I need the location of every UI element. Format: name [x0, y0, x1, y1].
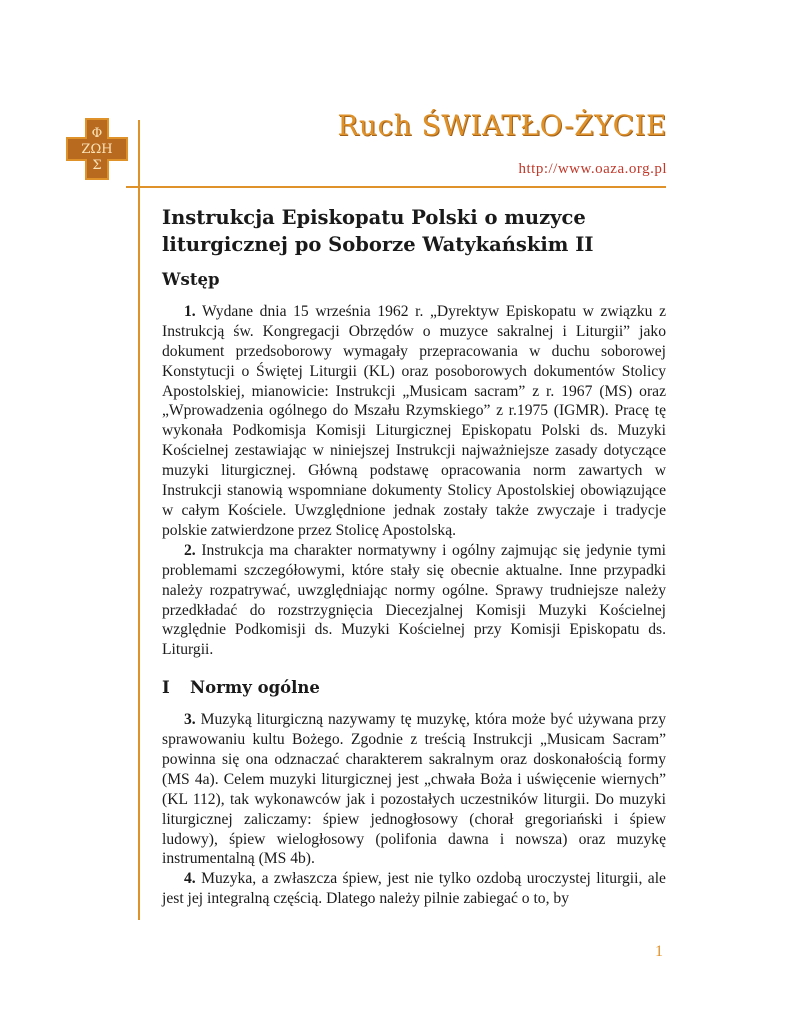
- section-heading-general-norms: [162, 678, 666, 698]
- paragraph: [162, 710, 666, 869]
- section-heading-text: Normy ogólne: [190, 678, 320, 698]
- paragraph-number: 3.: [184, 711, 196, 729]
- page-number: 1: [655, 943, 663, 960]
- document-body: [162, 204, 666, 909]
- paragraph-number: 2.: [184, 541, 196, 559]
- site-url-link[interactable]: http://www.oaza.org.pl: [518, 161, 667, 177]
- paragraph: [162, 869, 666, 909]
- paragraph: [162, 302, 666, 541]
- document-title: Instrukcja Episkopatu Polski o muzyce liturgicznej po Soborze Watykańskim II: [162, 206, 594, 256]
- paragraph-text: Muzyka, a zwłaszcza śpiew, jest nie tylko ozdobą uroczystej liturgii, ale jest jej integralną częścią. Dlatego należy pilnie zabiegać o to, by: [162, 870, 666, 908]
- section-number: I: [162, 678, 170, 698]
- header-rule-horizontal: [126, 186, 666, 188]
- paragraph-number: 1.: [184, 302, 196, 320]
- svg-text:Σ: Σ: [92, 158, 102, 173]
- paragraph-text: Wydane dnia 15 września 1962 r. „Dyrektyw Episkopatu w związku z Instrukcją św. Kongregacji Obrzędów o muzyce sakralnej i Liturgii” jako dokument przedsoborowy wymagały przepracowania w duchu soborowej Konstytucji o Świętej Liturgii (KL) oraz posoborowych dokumentów Stolicy Apostolskiej, mianowicie: Instrukcji „Musicam sacram” z r. 1967 (MS) oraz „Wprowadzenia ogólnego do Mszału Rzymskiego” z r.1975 (IGMR). Pracę tę wykonała Podkomisja Komisji Liturgicznej Episkopatu Polski ds. Muzyki Kościelnej zestawiając w niniejszej Instrukcji najważniejsze zasady dotyczące muzyki liturgicznej. Główną podstawę opracowania norm zawartych w Instrukcji stanowią wspomniane dokumenty Stolicy Apostolskiej obowiązujące w całym Kościele. Uwzględnione jednak zostały także zwyczaje i tradycje polskie zatwierdzone przez Stolicę Apostolską.: [162, 302, 666, 539]
- zoe-cross-logo-icon: [66, 118, 128, 180]
- svg-text:Φ: Φ: [91, 126, 103, 141]
- paragraph-text: Muzyką liturgiczną nazywamy tę muzykę, która może być używana przy sprawowaniu kultu Bożego. Zgodnie z treścią Instrukcji „Musicam Sacram” powinna się ona odznaczać charakterem sakralnym oraz doskonałością formy (MS 4a). Celem muzyki liturgicznej jest „chwała Boża i uświęcenie wiernych” (KL 112), tak wykonawców jak i pozostałych uczestników liturgii. Do muzyki liturgicznej zaliczamy: śpiew jednogłosowy (chorał gregoriański i śpiew ludowy), śpiew wielogłosowy (polifonia dawna i nowsza) oraz muzykę instrumentalną (MS 4b).: [162, 711, 666, 868]
- section-heading-intro: [162, 270, 666, 290]
- paragraph-number: 4.: [184, 870, 196, 888]
- brand-title: Ruch ŚWIATŁO-ŻYCIE: [337, 109, 667, 142]
- paragraph-text: Instrukcja ma charakter normatywny i ogólny zajmując się jedynie tymi problemami szczegółowymi, które stały się obecnie aktualne. Inne przypadki należy rozpatrywać, uwzględniając normy ogólne. Sprawy trudniejsze należy przedkładać do rozstrzygnięcia Diecezjalnej Komisji Muzyki Kościelnej względnie Podkomisji ds. Muzyki Kościelnej przy Komisji Episkopatu ds. Liturgii.: [162, 541, 666, 659]
- section-heading-text: Wstęp: [162, 270, 220, 289]
- svg-text:ΖΩΗ: ΖΩΗ: [81, 142, 113, 157]
- paragraph: [162, 541, 666, 660]
- margin-rule-vertical: [138, 120, 140, 920]
